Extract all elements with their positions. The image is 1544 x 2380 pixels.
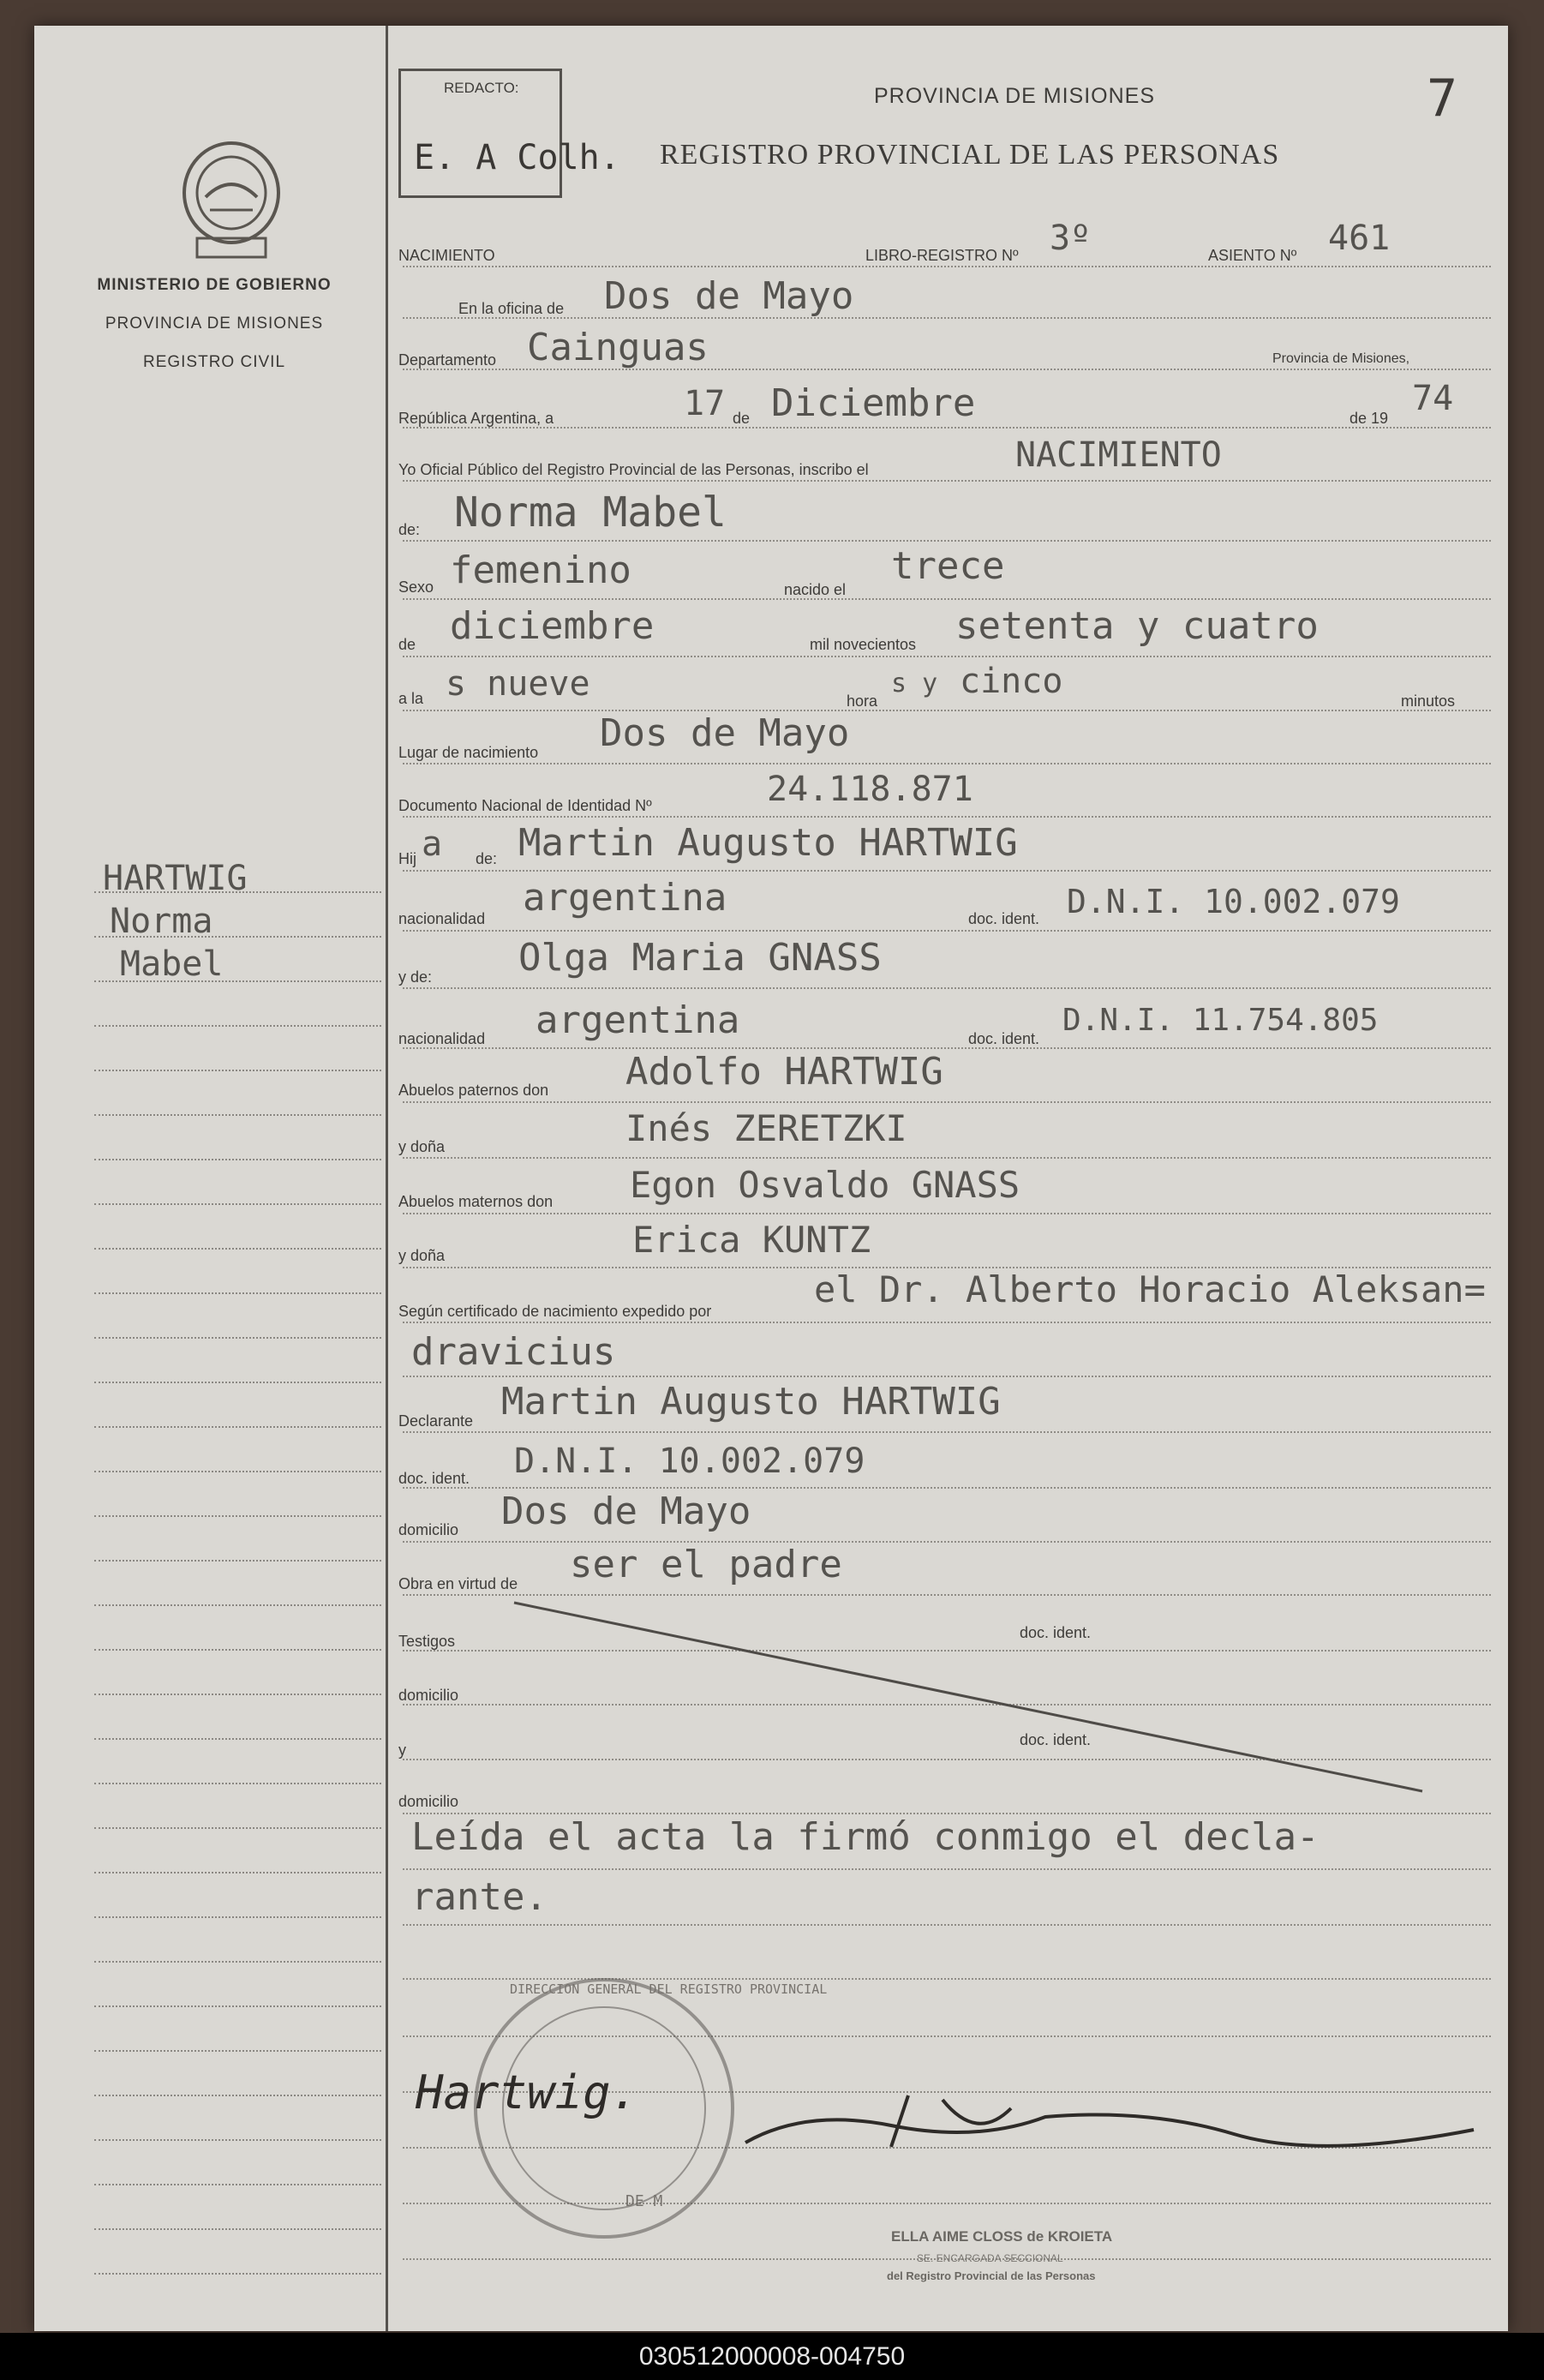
departamento-value: Cainguas — [527, 326, 709, 369]
asiento-label: ASIENTO Nº — [1208, 247, 1297, 264]
libro-label: LIBRO-REGISTRO Nº — [865, 247, 1019, 264]
madre-value: Olga Maria GNASS — [518, 936, 882, 980]
margin-name1: Norma — [110, 902, 213, 941]
stamp-text: DIRECCION GENERAL DEL REGISTRO PROVINCIAL — [510, 1981, 828, 1997]
decl-doc-value: D.N.I. 10.002.079 — [514, 1442, 865, 1481]
hijo-label: Hij — [398, 850, 416, 867]
redacto-label: REDACTO: — [444, 80, 519, 96]
official-stamp-name: ELLA AIME CLOSS de KROIETA — [891, 2228, 1113, 2245]
madre-nac-value: argentina — [536, 998, 740, 1042]
minutos-value: cinco — [960, 662, 1063, 701]
segun-label: Según certificado de nacimiento expedido por — [398, 1303, 712, 1320]
declarante-label: Declarante — [398, 1412, 474, 1430]
leida-value: Leída el acta la firmó conmigo el decla- — [411, 1815, 1320, 1859]
sexo-label: Sexo — [398, 579, 434, 596]
abuelos-pat-label: Abuelos paternos don — [398, 1082, 549, 1099]
padre-nac-label: nacionalidad — [398, 910, 486, 927]
stamp-bottom: DE M — [625, 2192, 663, 2210]
madre-label: y de: — [398, 968, 433, 986]
anio-value: 74 — [1412, 379, 1454, 418]
inscribo-value: NACIMIENTO — [1015, 435, 1222, 475]
record-type-label: NACIMIENTO — [398, 247, 495, 264]
nacido-value: trece — [891, 544, 1005, 588]
nombre-value: Norma Mabel — [454, 489, 727, 537]
dia-de-label: de — [733, 410, 751, 427]
margin-surname: HARTWIG — [103, 859, 248, 898]
dni-value: 24.118.871 — [767, 770, 973, 809]
dia-value: 17 — [684, 384, 726, 423]
ministry-name: MINISTERIO DE GOBIERNO — [97, 276, 332, 294]
testigo2-label: y — [398, 1742, 406, 1759]
lugar-label: Lugar de nacimiento — [398, 744, 539, 761]
abuela-pat-value: Inés ZERETZKI — [625, 1107, 907, 1149]
document-page — [34, 26, 1508, 2331]
hora-label: hora — [847, 692, 878, 710]
republica-label: República Argentina, a — [398, 410, 554, 427]
lugar-value: Dos de Mayo — [600, 711, 850, 755]
minutos-label: minutos — [1401, 692, 1456, 710]
footer-bar — [0, 2333, 1544, 2380]
asiento-value: 461 — [1328, 219, 1391, 258]
provincia-suffix: Provincia de Misiones, — [1272, 351, 1410, 366]
departamento-label: Departamento — [398, 351, 497, 369]
madre-doc-label: doc. ident. — [968, 1030, 1040, 1047]
official-stamp-org: del Registro Provincial de las Personas — [887, 2269, 1096, 2282]
abuelo-mat-value: Egon Osvaldo GNASS — [630, 1164, 1020, 1206]
nombre-label: de: — [398, 521, 421, 538]
ministry-province: PROVINCIA DE MISIONES — [105, 315, 324, 333]
testigos-dom-label: domicilio — [398, 1687, 459, 1704]
abuelo-pat-value: Adolfo HARTWIG — [625, 1050, 943, 1094]
domicilio-label: domicilio — [398, 1521, 459, 1538]
padre-doc-label: doc. ident. — [968, 910, 1040, 927]
inscribo-label: Yo Oficial Público del Registro Provincial de las Personas, inscribo el — [398, 461, 869, 478]
libro-value: 3º — [1050, 219, 1092, 258]
testigos-doc-label: doc. ident. — [1020, 1624, 1092, 1641]
margin-name2: Mabel — [120, 944, 224, 984]
madre-nac-label: nacionalidad — [398, 1030, 486, 1047]
nac-mes-value: diciembre — [450, 604, 655, 648]
testigo2-dom-label: domicilio — [398, 1793, 459, 1810]
declarante-signature: Hartwig. — [416, 2065, 639, 2119]
padre-value: Martin Augusto HARTWIG — [518, 821, 1018, 865]
domicilio-value: Dos de Mayo — [501, 1490, 751, 1533]
testigo2-doc-label: doc. ident. — [1020, 1731, 1092, 1748]
padre-doc-value: D.N.I. 10.002.079 — [1067, 883, 1400, 920]
obra-label: Obra en virtud de — [398, 1575, 518, 1592]
mes-value: Diciembre — [771, 381, 976, 425]
mil-label: mil novecientos — [810, 636, 917, 653]
hora-y-label: s y — [891, 668, 938, 698]
oficina-value: Dos de Mayo — [604, 274, 854, 318]
nac-mes-label: de — [398, 636, 416, 653]
dni-label: Documento Nacional de Identidad Nº — [398, 797, 652, 814]
official-stamp-role: SE. ENCARGADA SECCIONAL — [917, 2252, 1063, 2264]
padre-nac-value: argentina — [523, 876, 727, 920]
segun-value: el Dr. Alberto Horacio Aleksan= — [814, 1268, 1486, 1310]
segun-value2: dravicius — [411, 1330, 616, 1374]
obra-value: ser el padre — [570, 1543, 842, 1586]
oficina-label: En la oficina de — [458, 300, 565, 317]
abuela-mat-value: Erica KUNTZ — [632, 1219, 871, 1261]
barcode-id: 030512000008-004750 — [638, 2342, 906, 2371]
declarante-value: Martin Augusto HARTWIG — [501, 1380, 1001, 1424]
abuelos-mat-label: Abuelos maternos don — [398, 1193, 554, 1210]
hora-value: s nueve — [446, 664, 590, 704]
header-province: PROVINCIA DE MISIONES — [874, 84, 1156, 108]
abuela-pat-label: y doña — [398, 1138, 446, 1155]
abuela-mat-label: y doña — [398, 1247, 446, 1264]
decl-doc-label: doc. ident. — [398, 1470, 470, 1487]
header-title: REGISTRO PROVINCIAL DE LAS PERSONAS — [660, 139, 1280, 171]
ala-label: a la — [398, 690, 424, 707]
nacido-label: nacido el — [784, 581, 847, 598]
sexo-value: femenino — [450, 549, 631, 592]
madre-doc-value: D.N.I. 11.754.805 — [1062, 1003, 1379, 1038]
official-signature — [34, 26, 1508, 2331]
testigos-label: Testigos — [398, 1633, 456, 1650]
hijo-suffix: a — [422, 824, 443, 864]
hijo-de-label: de: — [476, 850, 498, 867]
mil-value: setenta y cuatro — [955, 604, 1319, 648]
redacto-signature: E. A Colh. — [414, 138, 620, 177]
leida-value2: rante. — [411, 1875, 548, 1919]
anio-prefix: de 19 — [1350, 410, 1389, 427]
ministry-registry: REGISTRO CIVIL — [142, 353, 286, 371]
page-number: 7 — [1427, 69, 1458, 129]
